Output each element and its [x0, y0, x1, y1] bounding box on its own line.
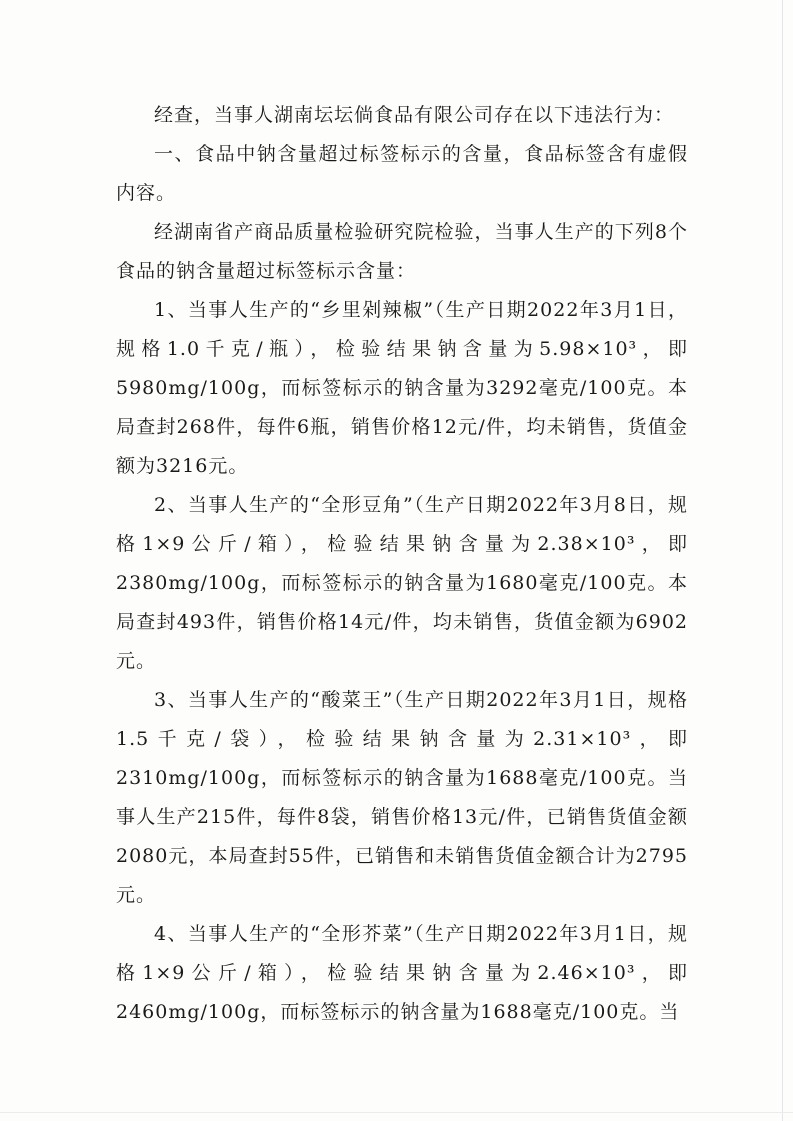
scan-bottom-line	[0, 1112, 793, 1113]
paragraph-item-4: 4、当事人生产的“全形芥菜”（生产日期2022年3月1日，规格1×9公斤/箱），检验结果钠含量为2.46×10³，即2460mg/100g，而标签标示的钠含量为1688毫克/100克。当	[116, 923, 688, 1023]
document-body	[116, 96, 688, 1032]
paragraph-inspection: 经湖南省产商品质量检验研究院检验，当事人生产的下列8个食品的钠含量超过标签标示含量：	[116, 221, 688, 282]
scan-edge-line	[782, 0, 783, 1121]
paragraph-violation-one: 一、食品中钠含量超过标签标示的含量，食品标签含有虚假内容。	[116, 143, 688, 204]
paragraph-item-2: 2、当事人生产的“全形豆角”（生产日期2022年3月8日，规格1×9公斤/箱），检验结果钠含量为2.38×10³，即2380mg/100g，而标签标示的钠含量为1680毫克/100克。本局查封493件，销售价格14元/件，均未销售，货值金额为6902元。	[116, 494, 688, 672]
paragraph-item-3: 3、当事人生产的“酸菜王”（生产日期2022年3月1日，规格1.5千克/袋），检验结果钠含量为2.31×10³，即2310mg/100g，而标签标示的钠含量为1688毫克/100克。当事人生产215件，每件8袋，销售价格13元/件，已销售货值金额2080元，本局查封55件，已销售和未销售货值金额合计为2795元。	[116, 689, 688, 906]
paragraph-intro: 经查，当事人湖南坛坛倘食品有限公司存在以下违法行为：	[154, 104, 675, 126]
paragraph-item-1: 1、当事人生产的“乡里剁辣椒”（生产日期2022年3月1日，规格1.0千克/瓶），检验结果钠含量为5.98×10³，即5980mg/100g，而标签标示的钠含量为3292毫克/100克。本局查封268件，每件6瓶，销售价格12元/件，均未销售，货值金额为3216元。	[116, 299, 688, 477]
